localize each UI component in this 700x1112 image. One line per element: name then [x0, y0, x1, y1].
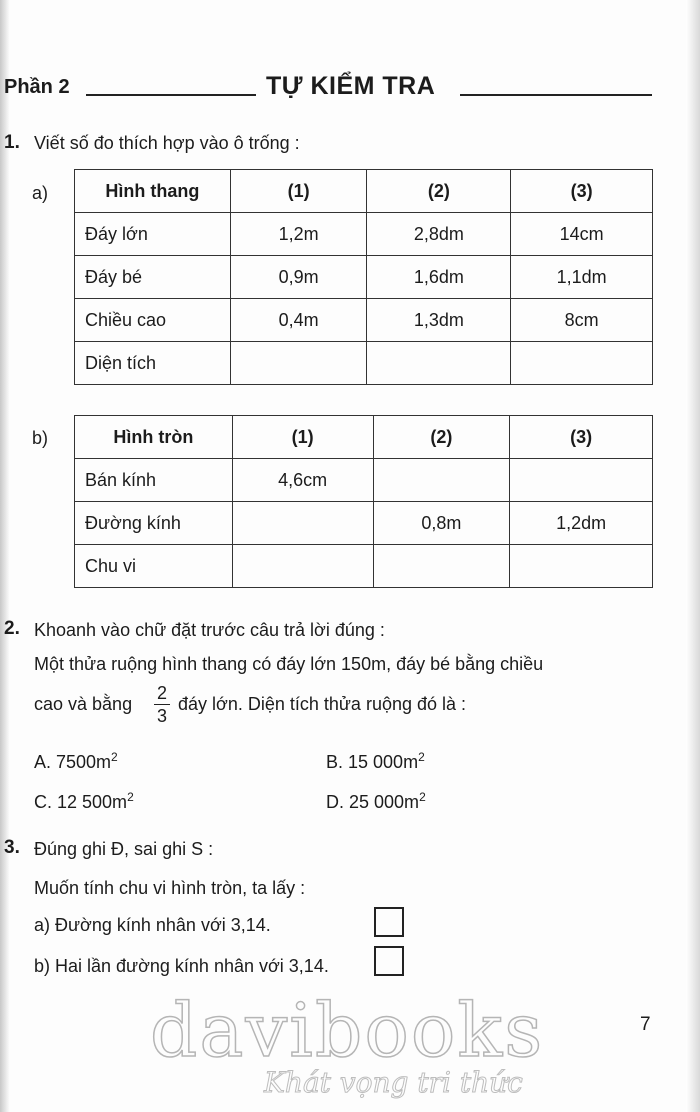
value-cell: 0,9m — [230, 256, 367, 299]
section-header — [0, 72, 660, 104]
header-rule-left — [86, 94, 256, 96]
table-row — [75, 545, 653, 588]
row-label: Đáy bé — [75, 256, 231, 299]
answer-blank-cell[interactable] — [373, 459, 510, 502]
statement-b: b) Hai lần đường kính nhân với 3,14. — [34, 956, 329, 976]
answer-blank-cell[interactable] — [373, 545, 510, 588]
question-1-number: 1. — [4, 132, 20, 153]
watermark-logo-text: davibooks — [150, 988, 545, 1074]
header-cell: (1) — [230, 170, 367, 213]
question-2-line2-post: đáy lớn. Diện tích thửa ruộng đó là : — [178, 694, 467, 714]
answer-blank-cell[interactable] — [510, 545, 653, 588]
option-c-exponent: 2 — [127, 790, 134, 804]
part-b-label: b) — [32, 428, 49, 448]
option-d-exponent: 2 — [419, 790, 426, 804]
option-a-exponent: 2 — [111, 750, 118, 764]
table-row — [75, 299, 653, 342]
option-a[interactable] — [34, 750, 118, 773]
option-c-text: C. 12 500m — [34, 792, 128, 812]
answer-blank-cell[interactable] — [510, 459, 653, 502]
table-row — [75, 342, 653, 385]
header-cell: (1) — [232, 416, 373, 459]
table-row — [75, 502, 653, 545]
page-edge-shadow — [686, 0, 700, 1112]
option-d-text: D. 25 000m — [326, 792, 420, 812]
option-b-text: B. 15 000m — [326, 752, 419, 772]
value-cell: 4,6cm — [232, 459, 373, 502]
table-header-row — [75, 170, 653, 213]
answer-box-b[interactable] — [374, 946, 404, 976]
value-cell: 1,2m — [230, 213, 367, 256]
table-row — [75, 256, 653, 299]
question-1-text: Viết số đo thích hợp vào ô trống : — [34, 133, 300, 153]
part-a-label: a) — [32, 183, 49, 203]
statement-a: a) Đường kính nhân với 3,14. — [34, 915, 271, 935]
row-label: Chu vi — [75, 545, 233, 588]
page-number: 7 — [640, 1014, 651, 1035]
answer-blank-cell[interactable] — [232, 502, 373, 545]
row-label: Bán kính — [75, 459, 233, 502]
question-3-instruction: Đúng ghi Đ, sai ghi S : — [34, 839, 214, 859]
value-cell: 1,3dm — [367, 299, 511, 342]
value-cell: 14cm — [511, 213, 653, 256]
answer-box-a[interactable] — [374, 907, 404, 937]
row-label: Diện tích — [75, 342, 231, 385]
question-2-line2-pre: cao và bằng — [34, 694, 133, 714]
section-title: TỰ KIỂM TRA — [266, 72, 436, 100]
watermark-tagline: Khát vọng tri thức — [264, 1066, 523, 1099]
header-cell: Hình thang — [75, 170, 231, 213]
fraction-bar — [154, 704, 170, 705]
value-cell: 0,4m — [230, 299, 367, 342]
fraction-numerator: 2 — [156, 683, 167, 703]
header-cell: Hình tròn — [75, 416, 233, 459]
option-d[interactable] — [326, 790, 426, 813]
circle-table — [74, 415, 653, 588]
value-cell: 2,8dm — [367, 213, 511, 256]
question-2-instruction: Khoanh vào chữ đặt trước câu trả lời đúng : — [34, 620, 385, 640]
header-cell: (3) — [510, 416, 653, 459]
value-cell: 8cm — [511, 299, 653, 342]
row-label: Đường kính — [75, 502, 233, 545]
option-b[interactable] — [326, 750, 425, 773]
row-label: Đáy lớn — [75, 213, 231, 256]
value-cell: 1,2dm — [510, 502, 653, 545]
header-cell: (3) — [511, 170, 653, 213]
header-cell: (2) — [373, 416, 510, 459]
row-label: Chiều cao — [75, 299, 231, 342]
page-left-shadow — [0, 0, 10, 1112]
option-c[interactable] — [34, 790, 134, 813]
value-cell: 1,6dm — [367, 256, 511, 299]
part-label: Phần 2 — [4, 76, 70, 98]
fraction-denominator: 3 — [156, 706, 167, 726]
table-header-row — [75, 416, 653, 459]
value-cell: 0,8m — [373, 502, 510, 545]
option-a-text: A. 7500m — [34, 752, 112, 772]
option-b-exponent: 2 — [418, 750, 425, 764]
question-3-number: 3. — [4, 837, 20, 858]
answer-blank-cell[interactable] — [232, 545, 373, 588]
question-2-line1: Một thửa ruộng hình thang có đáy lớn 150m, đáy bé bằng chiều — [34, 654, 544, 674]
header-rule-right — [460, 94, 652, 96]
question-2-number: 2. — [4, 618, 20, 639]
value-cell: 1,1dm — [511, 256, 653, 299]
answer-blank-cell[interactable] — [230, 342, 367, 385]
answer-blank-cell[interactable] — [367, 342, 511, 385]
answer-blank-cell[interactable] — [511, 342, 653, 385]
question-3-lead: Muốn tính chu vi hình tròn, ta lấy : — [34, 878, 306, 898]
header-cell: (2) — [367, 170, 511, 213]
table-row — [75, 459, 653, 502]
fraction-two-thirds — [154, 683, 170, 726]
table-row — [75, 213, 653, 256]
trapezoid-table — [74, 169, 653, 385]
